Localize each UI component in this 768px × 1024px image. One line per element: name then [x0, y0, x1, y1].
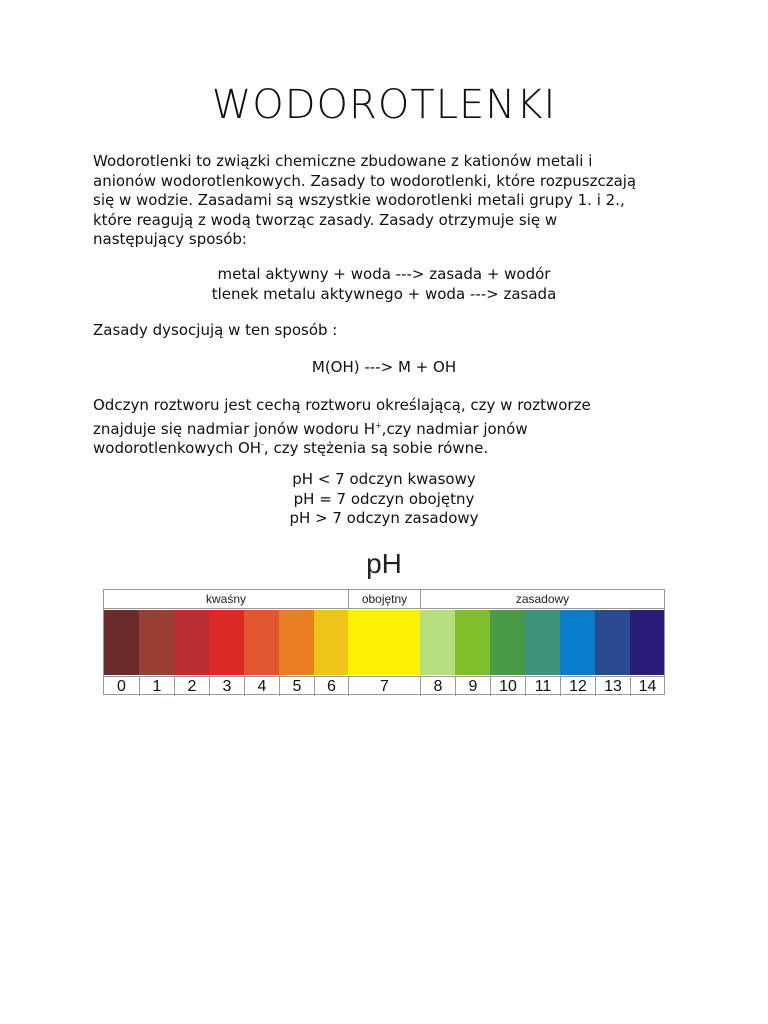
reaction-line: Odczyn roztworu jest cechą roztworu określającą, czy w roztworze — [93, 396, 591, 414]
ph-swatch-3 — [209, 610, 244, 675]
reaction-line: wodorotlenkowych OH-, czy stężenia są sobie równe. — [93, 439, 489, 457]
group-basic: zasadowy — [420, 590, 664, 609]
intro-line: się w wodzie. Zasadami są wszystkie wodorotlenki metali grupy 1. i 2., — [93, 191, 625, 209]
ph-swatch-13 — [595, 610, 630, 675]
ph-swatch-7 — [348, 610, 420, 675]
ph-rule: pH > 7 odczyn zasadowy — [289, 509, 479, 527]
ph-value-label: 11 — [525, 677, 560, 696]
group-acidic: kwaśny — [205, 592, 246, 606]
ph-swatch-4 — [244, 610, 279, 675]
intro-line: następujący sposób: — [93, 230, 247, 248]
ph-value-label: 8 — [420, 677, 455, 696]
ph-group-row — [104, 590, 664, 609]
ph-scale — [103, 589, 665, 695]
intro-line: anionów wodorotlenkowych. Zasady to wodorotlenki, które rozpuszczają — [93, 171, 637, 190]
ph-value-label: 4 — [244, 677, 279, 696]
ph-value-label: 10 — [490, 677, 525, 696]
ph-swatch-9 — [455, 610, 490, 675]
ph-scale-title: pH — [366, 548, 402, 579]
ph-value-label: 14 — [630, 677, 664, 696]
reaction-line: znajduje się nadmiar jonów wodoru H+,czy nadmiar jonów — [93, 419, 528, 438]
ph-swatch-6 — [314, 610, 348, 675]
ph-value-label: 6 — [314, 677, 348, 696]
ph-rule: pH = 7 odczyn obojętny — [293, 489, 475, 508]
ph-value-label: 9 — [455, 677, 490, 696]
ph-value-label: 5 — [279, 677, 314, 696]
dissociation-equation: M(OH) ---> M + OH — [311, 358, 457, 376]
ph-value-label: 13 — [595, 677, 630, 696]
reaction-equation: tlenek metalu aktywnego + woda ---> zasada — [211, 284, 557, 303]
ph-swatch-8 — [420, 610, 455, 675]
ph-value-label: 1 — [139, 677, 174, 696]
ph-value-label: 0 — [117, 678, 126, 695]
ph-value-label: 7 — [348, 677, 420, 696]
ph-value-label: 3 — [209, 677, 244, 696]
intro-line: Wodorotlenki to związki chemiczne zbudowane z kationów metali i — [93, 152, 593, 170]
reaction-equation: metal aktywny + woda ---> zasada + wodór — [217, 265, 551, 283]
ph-swatch-11 — [525, 610, 560, 675]
ph-swatch-12 — [560, 610, 595, 675]
ph-value-label: 2 — [174, 677, 209, 696]
ph-value-label: 12 — [560, 677, 595, 696]
ph-swatch-0 — [104, 610, 139, 675]
ph-swatch-10 — [490, 610, 525, 675]
intro-line: które reagują z wodą tworząc zasady. Zasady otrzymuje się w — [93, 210, 558, 229]
ph-value-row — [104, 676, 664, 695]
ph-swatch-14 — [630, 610, 664, 675]
group-neutral: obojętny — [348, 590, 420, 609]
page-title: WODOROTLENKI — [211, 82, 557, 128]
ph-rule: pH < 7 odczyn kwasowy — [292, 470, 476, 488]
ph-swatch-1 — [139, 610, 174, 675]
ph-swatch-2 — [174, 610, 209, 675]
dissociation-intro: Zasady dysocjują w ten sposób : — [93, 321, 338, 339]
ph-swatch-5 — [279, 610, 314, 675]
